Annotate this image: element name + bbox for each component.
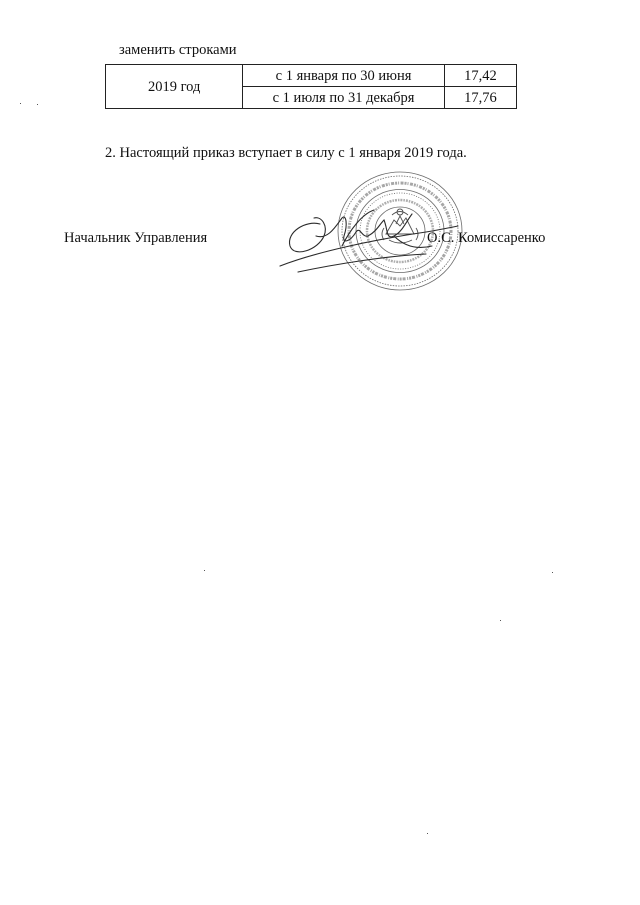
scan-speck xyxy=(552,572,553,573)
signer-position-title: Начальник Управления xyxy=(64,230,208,246)
scan-speck xyxy=(500,620,501,621)
value-cell: 17,42 xyxy=(444,65,516,87)
period-cell: с 1 января по 30 июня xyxy=(243,65,444,87)
signer-name: О.С. Комиссаренко xyxy=(427,230,546,246)
scan-speck xyxy=(427,833,428,834)
effective-date-clause: 2. Настоящий приказ вступает в силу с 1 января 2019 года. xyxy=(105,145,467,161)
rates-table xyxy=(105,64,517,109)
period-cell: с 1 июля по 31 декабря xyxy=(243,87,444,109)
value-cell: 17,76 xyxy=(444,87,516,109)
table-row xyxy=(106,65,517,87)
scan-speck xyxy=(204,570,205,571)
scan-speck xyxy=(20,103,21,104)
intro-text: заменить строками xyxy=(119,42,237,58)
year-cell: 2019 год xyxy=(106,65,243,109)
scan-speck xyxy=(37,104,38,105)
